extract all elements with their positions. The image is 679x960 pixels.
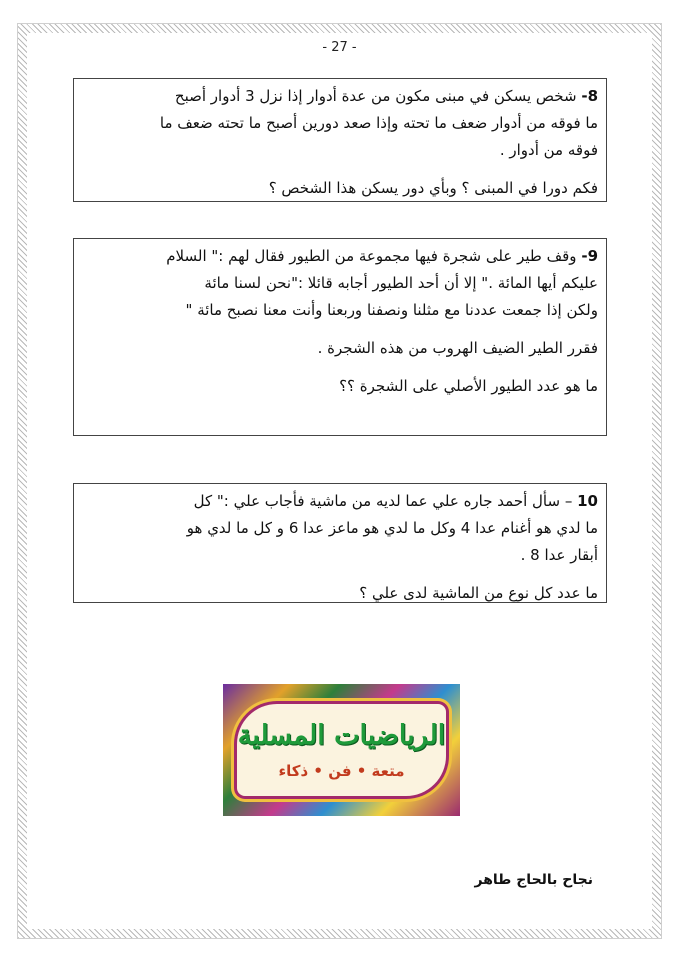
problem-8-line-3: فوقه من أدوار .	[499, 141, 598, 159]
problem-10-question: ما عدد كل نوع من الماشية لدى علي ؟	[359, 584, 598, 602]
problem-8-text-1: شخص يسكن في مبنى مكون من عدة أدوار إذا نزل 3 أدوار أصبح	[174, 87, 577, 105]
problem-8-box	[73, 78, 607, 202]
problem-9-line-2: عليكم أيها المائة ." إلا أن أحد الطيور أجابه قائلا :"نحن لسنا مائة	[204, 274, 598, 292]
problem-10-line-2: ما لدي هو أغنام عدا 4 وكل ما لدي هو ماعز عدا 6 و كل ما لدي هو	[186, 519, 598, 537]
page-number: - 27 -	[322, 40, 357, 55]
problem-9-decision: فقرر الطير الضيف الهروب من هذه الشجرة .	[317, 339, 598, 357]
logo-subtitle: متعة • فن • ذكاء	[278, 762, 405, 780]
problem-9-box	[73, 238, 607, 436]
logo-plate	[237, 704, 446, 796]
problem-10-text-1: – سأل أحمد جاره علي عما لديه من ماشية فأجاب علي :" كل	[193, 492, 573, 510]
problem-9-text-1: وقف طير على شجرة فيها مجموعة من الطيور فقال لهم :" السلام	[166, 247, 577, 265]
problem-9-line-3: ولكن إذا جمعت عددنا مع مثلنا ونصفنا وربعنا وأنت معنا نصبح مائة "	[185, 301, 598, 319]
problem-8-question: فكم دورا في المبنى ؟ وبأي دور يسكن هذا الشخص ؟	[268, 179, 598, 197]
problem-9-question: ما هو عدد الطيور الأصلي على الشجرة ؟؟	[339, 377, 598, 395]
problem-8-number: 8-	[581, 87, 598, 105]
problem-10-box	[73, 483, 607, 603]
problem-8-line-2: ما فوقه من أدوار ضعف ما تحته وإذا صعد دورين أصبح ما تحته ضعف ما	[159, 114, 598, 132]
problem-8-line-1	[84, 83, 598, 110]
fun-math-logo	[223, 684, 460, 816]
author-name: نجاح بالحاج طاهر	[474, 872, 593, 888]
problem-9-number: 9-	[581, 247, 598, 265]
problem-9-line-1	[84, 243, 598, 270]
logo-title: الرياضيات المسلية	[237, 720, 446, 751]
problem-10-number: 10	[577, 492, 598, 510]
problem-10-line-1	[84, 488, 598, 515]
problem-10-line-3: أبقار عدا 8 .	[520, 546, 598, 564]
